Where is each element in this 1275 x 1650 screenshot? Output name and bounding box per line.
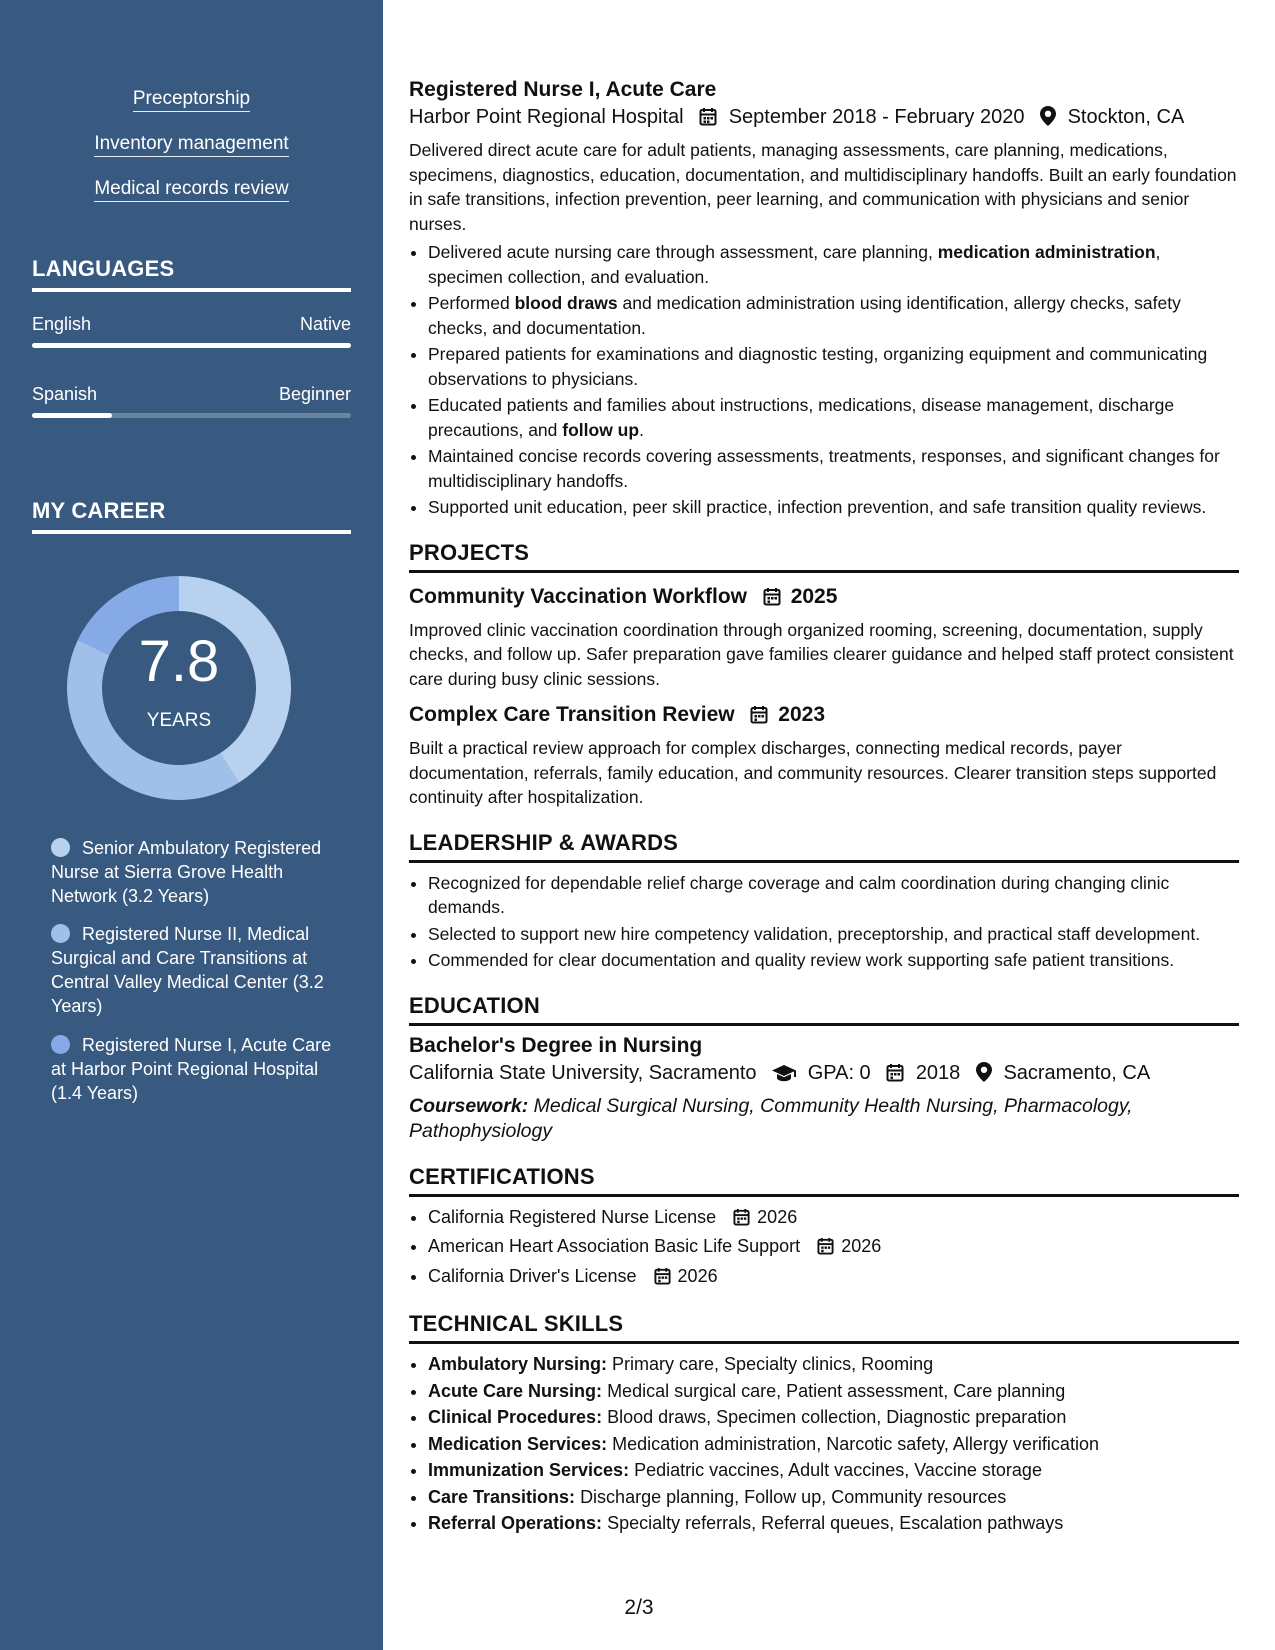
skill-category: Immunization Services: <box>428 1460 630 1480</box>
technical-skill-item <box>428 1379 1239 1404</box>
project-description: Built a practical review approach for complex discharges, connecting medical records, payer documentation, referrals, family education, and community resources. Clearer transition steps supported continuity after hospitalization. <box>409 738 1217 807</box>
main-content <box>409 78 1239 1538</box>
technical-skills-list <box>409 1352 1239 1536</box>
job-bullet <box>428 444 1239 493</box>
proficiency-fill <box>32 413 112 418</box>
skill-category: Ambulatory Nursing: <box>428 1354 608 1374</box>
technical-skill-item <box>428 1485 1239 1510</box>
skill-values: Discharge planning, Follow up, Community resources <box>580 1486 1007 1507</box>
job-entry <box>409 78 1239 520</box>
leadership-list <box>409 871 1239 973</box>
language-row <box>32 384 351 405</box>
skill-category: Referral Operations: <box>428 1513 603 1533</box>
language-level: Native <box>299 314 351 334</box>
bullet-bold: blood draws <box>514 293 618 313</box>
technical-skills-heading: TECHNICAL SKILLS <box>409 1311 1239 1344</box>
job-bullet <box>428 393 1239 442</box>
job-meta <box>409 106 1239 132</box>
calendar-icon <box>750 705 768 730</box>
proficiency-fill <box>32 343 351 348</box>
certification-name: American Heart Association Basic Life Support <box>428 1236 801 1256</box>
bullet-bold: follow up <box>562 419 640 440</box>
skill-values: Pediatric vaccines, Adult vaccines, Vaccine storage <box>634 1460 1042 1480</box>
coursework <box>409 1094 1239 1144</box>
certification-name: California Registered Nurse License <box>428 1206 717 1227</box>
leadership-heading: LEADERSHIP & AWARDS <box>409 830 1239 863</box>
education-entry <box>409 1034 1239 1144</box>
bullet-text: Maintained concise records covering assessments, treatments, responses, and significant changes for multidisciplinary handoffs. <box>428 446 1220 491</box>
career-item-text: Registered Nurse I, Acute Care at Harbor Point Regional Hospital (1.4 Years) <box>51 1035 332 1103</box>
bullet-text: Prepared patients for examinations and diagnostic testing, organizing equipment and communicating observations to physicians. <box>428 344 1208 389</box>
career-total-unit: YEARS <box>146 710 212 731</box>
project-year: 2025 <box>790 584 838 608</box>
calendar-icon <box>886 1063 904 1088</box>
career-item-text: Senior Ambulatory Registered Nurse at Sierra Grove Health Network (3.2 Years) <box>51 838 322 906</box>
bullet-text: Supported unit education, peer skill practice, infection prevention, and safe transition quality reviews. <box>428 497 1207 517</box>
education-year: 2018 <box>915 1061 961 1084</box>
technical-skill-item <box>428 1432 1239 1457</box>
job-bullet <box>428 291 1239 340</box>
career-donut-chart <box>67 576 291 800</box>
certifications-list <box>409 1205 1239 1292</box>
skill-values: Blood draws, Specimen collection, Diagnostic preparation <box>607 1407 1067 1427</box>
skill-values: Primary care, Specialty clinics, Rooming <box>612 1354 934 1374</box>
education-meta <box>409 1062 1239 1088</box>
certification-year: 2026 <box>677 1265 718 1286</box>
calendar-icon <box>699 107 717 132</box>
career-heading: MY CAREER <box>32 498 351 534</box>
skill-values: Medication administration, Narcotic safety, Allergy verification <box>612 1433 1099 1454</box>
project-title-row <box>409 703 1239 730</box>
map-pin-icon <box>1040 106 1056 132</box>
bullet-text: Delivered acute nursing care through assessment, care planning, <box>428 242 938 262</box>
job-location: Stockton, CA <box>1067 106 1185 128</box>
career-item <box>51 1033 341 1105</box>
languages-heading: LANGUAGES <box>32 256 351 292</box>
project-year: 2023 <box>778 703 826 726</box>
bullet-bold: medication administration <box>937 242 1156 262</box>
project-entry <box>409 585 1239 692</box>
skill-label: Medical records review <box>94 178 288 202</box>
project-description: Improved clinic vaccination coordination through organized rooming, screening, documentation, supply checks, and follow up. Safer preparation gave families clearer guidance and helped staff protect consistent care during busy clinic sessions. <box>409 619 1234 689</box>
coursework-list: Medical Surgical Nursing, Community Health Nursing, Pharmacology, Pathophysiology <box>409 1094 1133 1142</box>
career-total-years: 7.8 <box>138 629 220 694</box>
job-bullet <box>428 342 1239 391</box>
technical-skill-item <box>428 1405 1239 1430</box>
job-bullets <box>409 240 1239 520</box>
calendar-icon <box>763 587 781 612</box>
career-item-text: Registered Nurse II, Medical Surgical and Care Transitions at Central Valley Medical Center (3.2 Years) <box>51 924 324 1016</box>
skill-link[interactable] <box>0 133 383 155</box>
bullet-text: Performed <box>428 293 515 313</box>
map-pin-icon <box>976 1062 992 1088</box>
bullet-text: . <box>639 419 644 440</box>
certification-item <box>428 1264 1239 1292</box>
education-gpa: GPA: 0 <box>807 1061 871 1084</box>
certification-year: 2026 <box>757 1206 798 1227</box>
education-location: Sacramento, CA <box>1003 1061 1151 1084</box>
language-row <box>32 314 351 335</box>
career-item <box>51 836 341 908</box>
language-proficiency-bar <box>32 413 351 418</box>
leadership-item: • Selected to support new hire competency validation, preceptorship, and practical staff development. <box>428 922 1239 947</box>
certification-year: 2026 <box>841 1236 882 1256</box>
skill-category: Care Transitions: <box>428 1486 576 1507</box>
calendar-icon <box>733 1208 750 1233</box>
skill-category: Medication Services: <box>428 1433 608 1454</box>
leadership-item: • Commended for clear documentation and quality review work supporting safe patient transitions. <box>428 948 1239 973</box>
job-bullet <box>428 495 1239 520</box>
skill-label: Preceptorship <box>133 88 250 112</box>
job-title: Registered Nurse I, Acute Care <box>409 78 717 101</box>
bullet-text: , specimen collection, and evaluation. <box>428 242 1161 287</box>
calendar-icon <box>817 1237 834 1262</box>
calendar-icon <box>654 1267 671 1292</box>
technical-skill-item <box>428 1458 1239 1483</box>
certification-item <box>428 1205 1239 1233</box>
projects-heading: PROJECTS <box>409 540 1239 573</box>
sidebar <box>0 0 383 1650</box>
job-summary: Delivered direct acute care for adult patients, managing assessments, care planning, medications, specimens, diagnostics, education, documentation, and multidisciplinary handoffs. Built an early foundation in safe transitions, infection prevention, peer learning, and communication with physicians and senior nurses. <box>409 140 1237 234</box>
language-proficiency-bar <box>32 343 351 348</box>
skill-link[interactable] <box>0 88 383 110</box>
technical-skill-item <box>428 1511 1239 1536</box>
career-item <box>51 922 341 1018</box>
technical-skill-item <box>428 1352 1239 1377</box>
coursework-label: Coursework: <box>409 1094 529 1117</box>
certifications-heading: CERTIFICATIONS <box>409 1164 1239 1197</box>
education-degree: Bachelor's Degree in Nursing <box>409 1033 703 1057</box>
legend-dot <box>51 838 70 857</box>
certification-name: California Driver's License <box>428 1265 637 1286</box>
project-title: Complex Care Transition Review <box>409 703 735 726</box>
project-entry <box>409 703 1239 810</box>
language-level: Beginner <box>278 384 351 404</box>
skill-values: Specialty referrals, Referral queues, Escalation pathways <box>607 1513 1064 1533</box>
skill-link[interactable] <box>0 178 383 200</box>
bullet-text: and medication administration using identification, allergy checks, safety checks, and documentation. <box>428 293 1181 338</box>
skill-category: Clinical Procedures: <box>428 1407 603 1427</box>
graduation-cap-icon <box>772 1064 796 1088</box>
language-name: Spanish <box>32 384 98 404</box>
employer: Harbor Point Regional Hospital <box>409 106 684 128</box>
education-heading: EDUCATION <box>409 993 1239 1026</box>
project-title: Community Vaccination Workflow <box>409 584 747 608</box>
skill-values: Medical surgical care, Patient assessment, Care planning <box>607 1380 1066 1401</box>
page-number: 2/3 <box>624 1596 654 1619</box>
skill-category: Acute Care Nursing: <box>428 1380 603 1401</box>
legend-dot <box>51 1035 70 1054</box>
project-title-row <box>409 585 1239 612</box>
language-name: English <box>32 314 92 334</box>
leadership-item: • Recognized for dependable relief charge coverage and calm coordination during changing clinic demands. <box>428 871 1239 920</box>
skill-label: Inventory management <box>94 133 288 157</box>
job-bullet <box>428 240 1239 289</box>
legend-dot <box>51 924 70 943</box>
education-school: California State University, Sacramento <box>409 1061 757 1084</box>
job-dates: September 2018 - February 2020 <box>728 106 1025 128</box>
certification-item <box>428 1234 1239 1262</box>
bullet-text: Educated patients and families about instructions, medications, disease management, discharge precautions, and <box>428 395 1175 440</box>
